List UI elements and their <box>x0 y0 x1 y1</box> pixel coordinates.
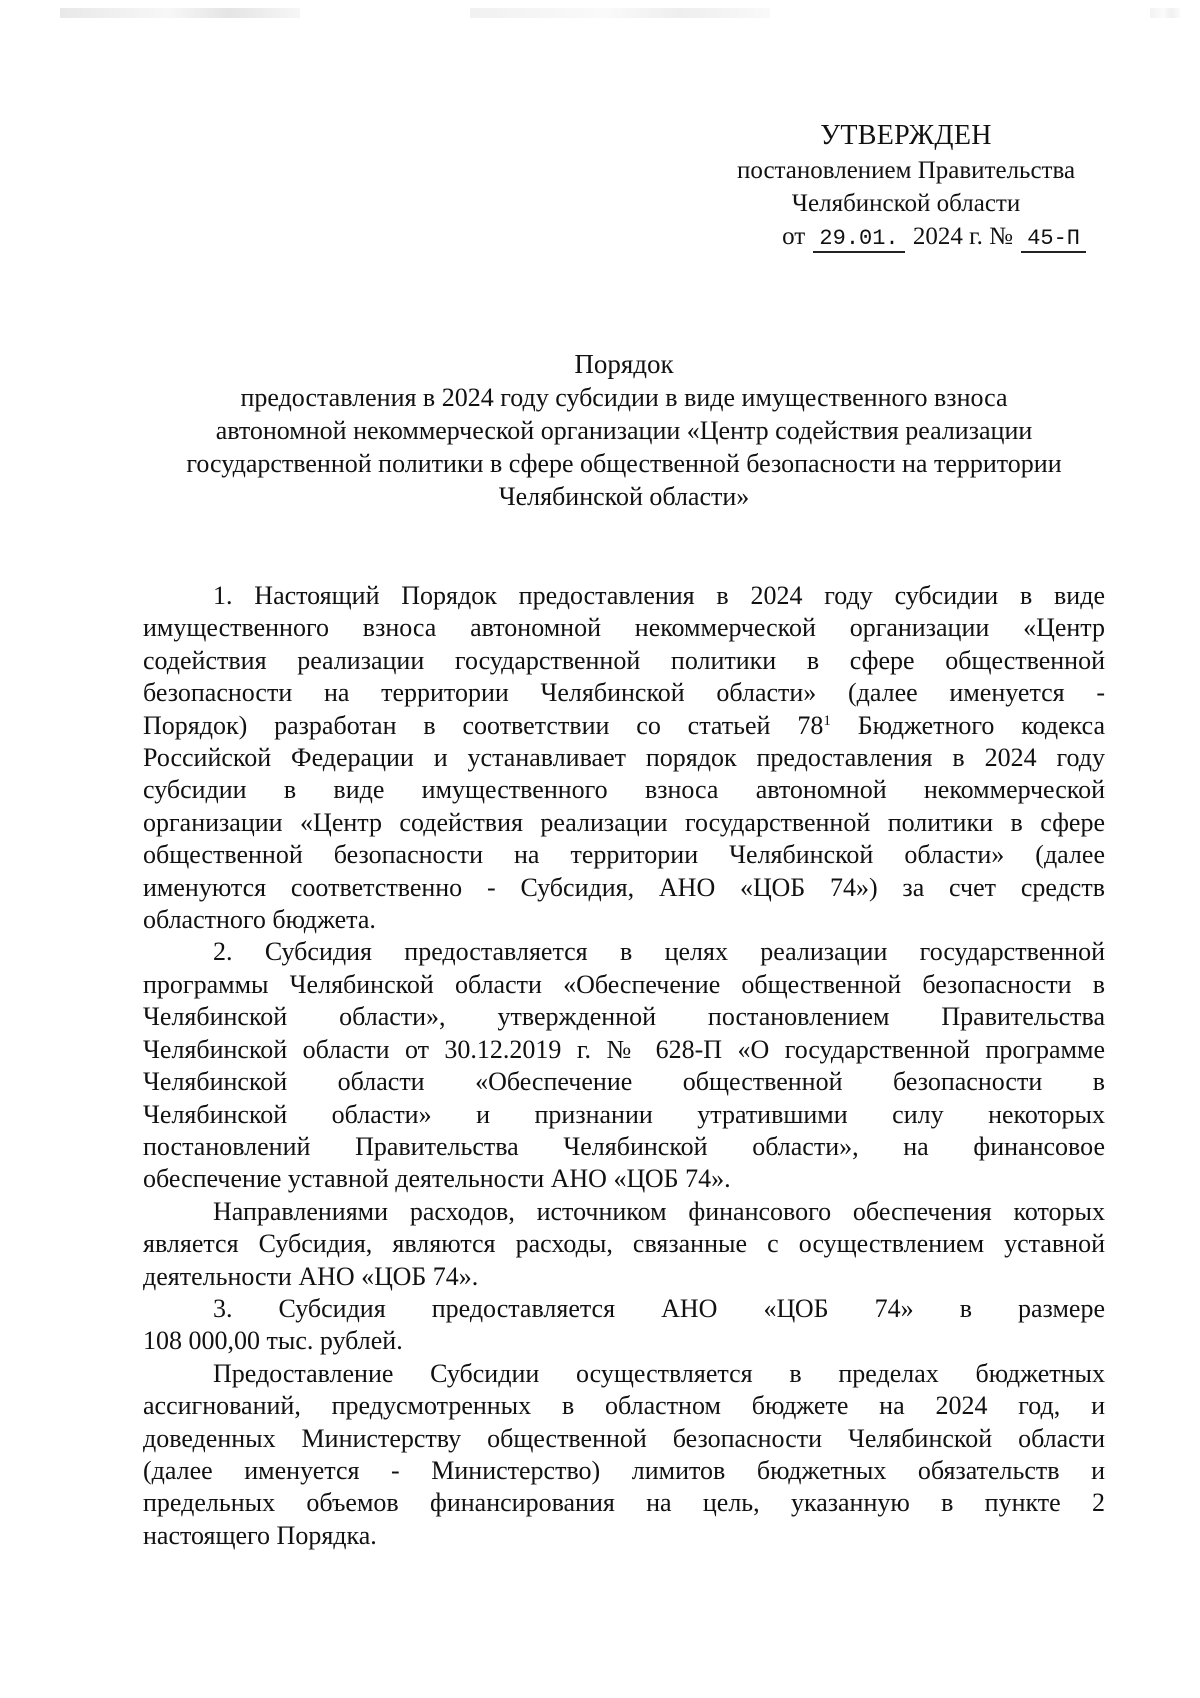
text-line: Челябинской области», утвержденной постановлением Правительства <box>143 1002 1105 1032</box>
text-line: деятельности АНО «ЦОБ 74». <box>143 1261 479 1291</box>
text-line: 3. Субсидия предоставляется АНО «ЦОБ 74» в размере <box>213 1293 1105 1323</box>
text-line: безопасности на территории Челябинской области» (далее именуется - <box>143 678 1105 708</box>
document-number: 45-П <box>1021 226 1086 253</box>
text-line: Предоставление Субсидии осуществляется в пределах бюджетных <box>213 1358 1105 1388</box>
text-line: постановлений Правительства Челябинской области», на финансовое <box>143 1131 1105 1161</box>
text-line: организации «Центр содействия реализации государственной политики в сфере <box>143 807 1105 837</box>
paragraph-4 <box>143 1293 1105 1358</box>
approval-by-line: постановлением Правительства <box>736 157 1076 184</box>
paragraph-1 <box>143 580 1105 936</box>
text-line: доведенных Министерству общественной безопасности Челябинской области <box>143 1423 1105 1453</box>
scan-artifact <box>470 8 770 18</box>
text-line: ассигнований, предусмотренных в областном бюджете на 2024 год, и <box>143 1391 1105 1421</box>
text-fragment: Бюджетного кодекса <box>857 710 1105 740</box>
text-line: субсидии в виде имущественного взноса автономной некоммерческой <box>143 775 1105 805</box>
title-line: государственной политики в сфере общественной безопасности на территории <box>186 449 1062 478</box>
text-fragment: Порядок) разработан в соответствии со статьей 78 <box>143 710 824 740</box>
title-name: Порядок <box>574 349 674 379</box>
document-body <box>143 580 1105 1552</box>
title-line: Челябинской области» <box>498 482 750 511</box>
text-line: обеспечение уставной деятельности АНО «ЦОБ 74». <box>143 1164 731 1194</box>
text-line: предельных объемов финансирования на цель, указанную в пункте 2 <box>143 1488 1105 1518</box>
text-line: Направлениями расходов, источником финансового обеспечения которых <box>213 1196 1105 1226</box>
text-line: 1. Настоящий Порядок предоставления в 2024 году субсидии в виде <box>213 581 1105 610</box>
approval-date-line <box>706 220 1106 253</box>
text-line-with-superscript <box>143 710 1105 742</box>
text-line: настоящего Порядка. <box>143 1520 377 1550</box>
approval-heading: УТВЕРЖДЕН <box>820 120 992 151</box>
text-line: Челябинской области «Обеспечение общественной безопасности в <box>143 1067 1105 1097</box>
text-line: Челябинской области» и признании утратившими силу некоторых <box>143 1099 1105 1129</box>
date-prefix: от <box>782 223 806 250</box>
text-line: имущественного взноса автономной некоммерческой организации «Центр <box>143 613 1105 643</box>
title-line: предоставления в 2024 году субсидии в виде имущественного взноса <box>240 383 1008 412</box>
title-line: автономной некоммерческой организации «Центр содействия реализации <box>215 416 1033 445</box>
paragraph-5 <box>143 1358 1105 1552</box>
text-line: программы Челябинской области «Обеспечение общественной безопасности в <box>143 969 1105 999</box>
document-title <box>143 348 1105 513</box>
superscript: 1 <box>823 712 831 729</box>
text-line: 2. Субсидия предоставляется в целях реализации государственной <box>213 937 1105 967</box>
text-line: областного бюджета. <box>143 905 376 935</box>
approval-region: Челябинской области <box>791 190 1021 217</box>
text-line: содействия реализации государственной политики в сфере общественной <box>143 645 1105 675</box>
date-year: 2024 г. № <box>912 223 1013 250</box>
scan-artifact <box>1150 8 1180 18</box>
text-line: (далее именуется - Министерство) лимитов бюджетных обязательств и <box>143 1455 1105 1485</box>
text-line: Челябинской области от 30.12.2019 г. № 628-П «О государственной программе <box>143 1034 1105 1064</box>
text-line: Российской Федерации и устанавливает порядок предоставления в 2024 году <box>143 743 1105 773</box>
text-line: 108 000,00 тыс. рублей. <box>143 1326 403 1356</box>
scan-artifact <box>60 8 300 18</box>
paragraph-3 <box>143 1196 1105 1293</box>
text-line: именуются соответственно - Субсидия, АНО «ЦОБ 74») за счет средств <box>143 872 1105 902</box>
paragraph-2 <box>143 936 1105 1195</box>
text-line: является Субсидия, являются расходы, связанные с осуществлением уставной <box>143 1229 1105 1259</box>
approval-block <box>706 118 1106 253</box>
date-value: 29.01. <box>813 226 904 253</box>
text-line: общественной безопасности на территории Челябинской области» (далее <box>143 840 1105 870</box>
